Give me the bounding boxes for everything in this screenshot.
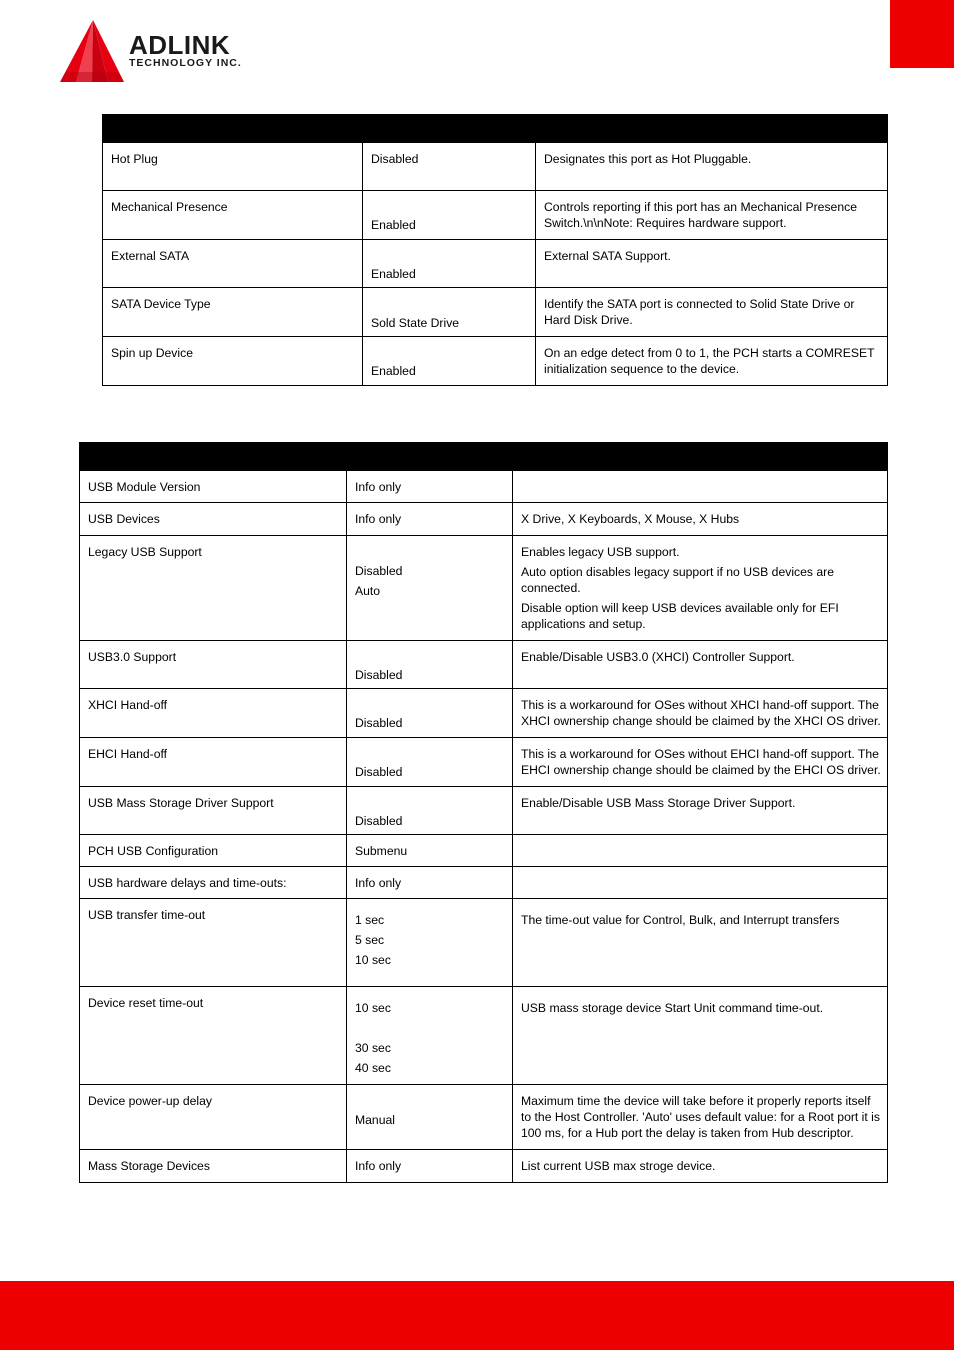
description-text: List current USB max stroge device. [521, 1159, 716, 1173]
description-cell [513, 787, 888, 835]
description-text: Designates this port as Hot Pluggable. [544, 152, 752, 166]
option-value: Enabled [371, 267, 416, 281]
option-value [355, 1020, 506, 1040]
setting-value-cell [347, 738, 513, 787]
option-value: Info only [355, 512, 402, 526]
setting-name-cell [80, 536, 347, 641]
setting-value-cell [363, 143, 536, 191]
option-value: 5 sec [355, 933, 385, 947]
option-value: Auto [355, 584, 381, 598]
option-value: Info only [355, 876, 402, 890]
setting-name: PCH USB Configuration [88, 844, 219, 858]
setting-value-cell [347, 689, 513, 738]
table-row [80, 899, 888, 987]
footer-bar [0, 1281, 954, 1350]
description-text: Enable/Disable USB3.0 (XHCI) Controller Support. [521, 650, 795, 664]
description-cell [513, 641, 888, 689]
description-cell [513, 536, 888, 641]
description-text: Maximum time the device will take before it properly reports itself to the Host Controller. 'Auto' uses default value: for a Root port it is 100 ms, for a Hub port the delay is taken from Hub descriptor. [521, 1094, 880, 1140]
option-value: Submenu [355, 844, 408, 858]
table-row [80, 536, 888, 641]
setting-name: USB hardware delays and time-outs: [88, 876, 287, 890]
description-cell [513, 899, 888, 987]
option-value: Disabled [355, 765, 403, 779]
setting-name-cell [80, 738, 347, 787]
table-row [103, 191, 888, 240]
setting-name-cell [80, 987, 347, 1085]
description-cell [513, 689, 888, 738]
setting-name-cell [80, 503, 347, 536]
option-value: 1 sec [355, 913, 385, 927]
setting-name-cell [80, 787, 347, 835]
table-row [80, 1150, 888, 1183]
logo-subtitle: TECHNOLOGY INC. [129, 57, 242, 69]
option-value: Disabled [355, 814, 403, 828]
setting-name-cell [103, 337, 363, 386]
option-value: 30 sec [355, 1041, 391, 1055]
option-value: Enabled [371, 364, 416, 378]
setting-name: External SATA [111, 249, 190, 263]
header-cell [103, 115, 363, 143]
option-value: Disabled [355, 668, 403, 682]
setting-value-cell [347, 835, 513, 867]
setting-name: XHCI Hand-off [88, 698, 168, 712]
description-cell [513, 867, 888, 899]
table-row [103, 288, 888, 337]
setting-name: EHCI Hand-off [88, 747, 168, 761]
description-text: Disable option will keep USB devices available only for EFI applications and setup. [521, 601, 839, 631]
setting-value-cell [347, 471, 513, 503]
setting-value-cell [347, 1085, 513, 1150]
setting-name-cell [80, 641, 347, 689]
option-value: Sold State Drive [371, 316, 460, 330]
description-text: This is a workaround for OSes without XHCI hand-off support. The XHCI ownership change should be claimed by the XHCI OS driver. [521, 698, 881, 728]
description-text: The time-out value for Control, Bulk, and Interrupt transfers [521, 913, 840, 927]
option-value: Enabled [371, 218, 416, 232]
description-text: Enables legacy USB support. [521, 545, 680, 559]
table-row [80, 641, 888, 689]
setting-value-cell [363, 337, 536, 386]
option-value: Info only [355, 480, 402, 494]
header-cell [80, 443, 888, 471]
setting-name-cell [80, 899, 347, 987]
description-text: Identify the SATA port is connected to Solid State Drive or Hard Disk Drive. [544, 297, 855, 327]
option-value: 10 sec [355, 953, 391, 967]
setting-name: Device power-up delay [88, 1094, 212, 1108]
setting-name: USB Module Version [88, 480, 201, 494]
setting-value-cell [347, 867, 513, 899]
setting-value-cell [347, 503, 513, 536]
setting-value-cell [347, 641, 513, 689]
setting-value-cell [363, 240, 536, 288]
table-header [103, 115, 888, 143]
setting-value-cell [347, 1150, 513, 1183]
header-cell [536, 115, 888, 143]
setting-value-cell [363, 288, 536, 337]
setting-name: USB Devices [88, 512, 160, 526]
setting-value-cell [363, 191, 536, 240]
description-cell [513, 503, 888, 536]
table-row [80, 471, 888, 503]
table-row [103, 240, 888, 288]
table-row [80, 503, 888, 536]
header-cell [363, 115, 536, 143]
description-text: Auto option disables legacy support if no USB devices are connected. [521, 565, 834, 595]
setting-name-cell [80, 1150, 347, 1183]
description-cell [536, 240, 888, 288]
description-text: USB mass storage device Start Unit command time-out. [521, 1001, 824, 1015]
description-cell [513, 738, 888, 787]
setting-name: Legacy USB Support [88, 545, 202, 559]
option-value: Disabled [355, 716, 403, 730]
description-cell [536, 337, 888, 386]
table-row [103, 337, 888, 386]
description-cell [513, 835, 888, 867]
corner-tab [890, 0, 954, 68]
option-value: Manual [355, 1113, 395, 1127]
setting-value-cell [347, 987, 513, 1085]
setting-name-cell [80, 867, 347, 899]
logo-mark-icon [58, 20, 126, 86]
description-cell [513, 1085, 888, 1150]
description-text: External SATA Support. [544, 249, 671, 263]
setting-value-cell [347, 787, 513, 835]
description-cell [536, 191, 888, 240]
setting-name-cell [103, 240, 363, 288]
option-value: 40 sec [355, 1061, 391, 1075]
description-text: Enable/Disable USB Mass Storage Driver Support. [521, 796, 796, 810]
description-text: Controls reporting if this port has an Mechanical Presence Switch.\n\nNote: Requires hardware support. [544, 200, 857, 230]
setting-name-cell [103, 288, 363, 337]
option-value: Info only [355, 1159, 402, 1173]
description-cell [536, 288, 888, 337]
table-row [80, 835, 888, 867]
table-row [80, 1085, 888, 1150]
setting-name: Mass Storage Devices [88, 1159, 210, 1173]
setting-name: SATA Device Type [111, 297, 211, 311]
setting-name: Mechanical Presence [111, 200, 228, 214]
usb-config-table [79, 442, 888, 1183]
description-cell [513, 1150, 888, 1183]
table-header [80, 443, 888, 471]
option-value: Disabled [371, 152, 419, 166]
adlink-logo [58, 20, 273, 86]
setting-name-cell [103, 191, 363, 240]
setting-name-cell [80, 835, 347, 867]
setting-name-cell [80, 689, 347, 738]
setting-name: USB transfer time-out [88, 908, 206, 922]
setting-name: USB3.0 Support [88, 650, 177, 664]
sata-port-table [102, 114, 888, 386]
option-value: 10 sec [355, 1001, 391, 1015]
option-value: Disabled [355, 564, 403, 578]
table-row [80, 867, 888, 899]
table-row [80, 987, 888, 1085]
description-cell [513, 471, 888, 503]
description-text: X Drive, X Keyboards, X Mouse, X Hubs [521, 512, 740, 526]
description-text: This is a workaround for OSes without EHCI hand-off support. The EHCI ownership change should be claimed by the EHCI OS driver. [521, 747, 881, 777]
logo-wordmark: ADLINK [129, 30, 231, 60]
setting-name-cell [80, 471, 347, 503]
setting-value-cell [347, 899, 513, 987]
description-text: On an edge detect from 0 to 1, the PCH starts a COMRESET initialization sequence to the device. [544, 346, 875, 376]
setting-name-cell [103, 143, 363, 191]
setting-name: Spin up Device [111, 346, 193, 360]
description-cell [513, 987, 888, 1085]
table-row [103, 143, 888, 191]
table-row [80, 787, 888, 835]
table-row [80, 689, 888, 738]
table-row [80, 738, 888, 787]
setting-name: Device reset time-out [88, 996, 204, 1010]
setting-name: Hot Plug [111, 152, 158, 166]
description-cell [536, 143, 888, 191]
setting-name-cell [80, 1085, 347, 1150]
setting-value-cell [347, 536, 513, 641]
setting-name: USB Mass Storage Driver Support [88, 796, 274, 810]
